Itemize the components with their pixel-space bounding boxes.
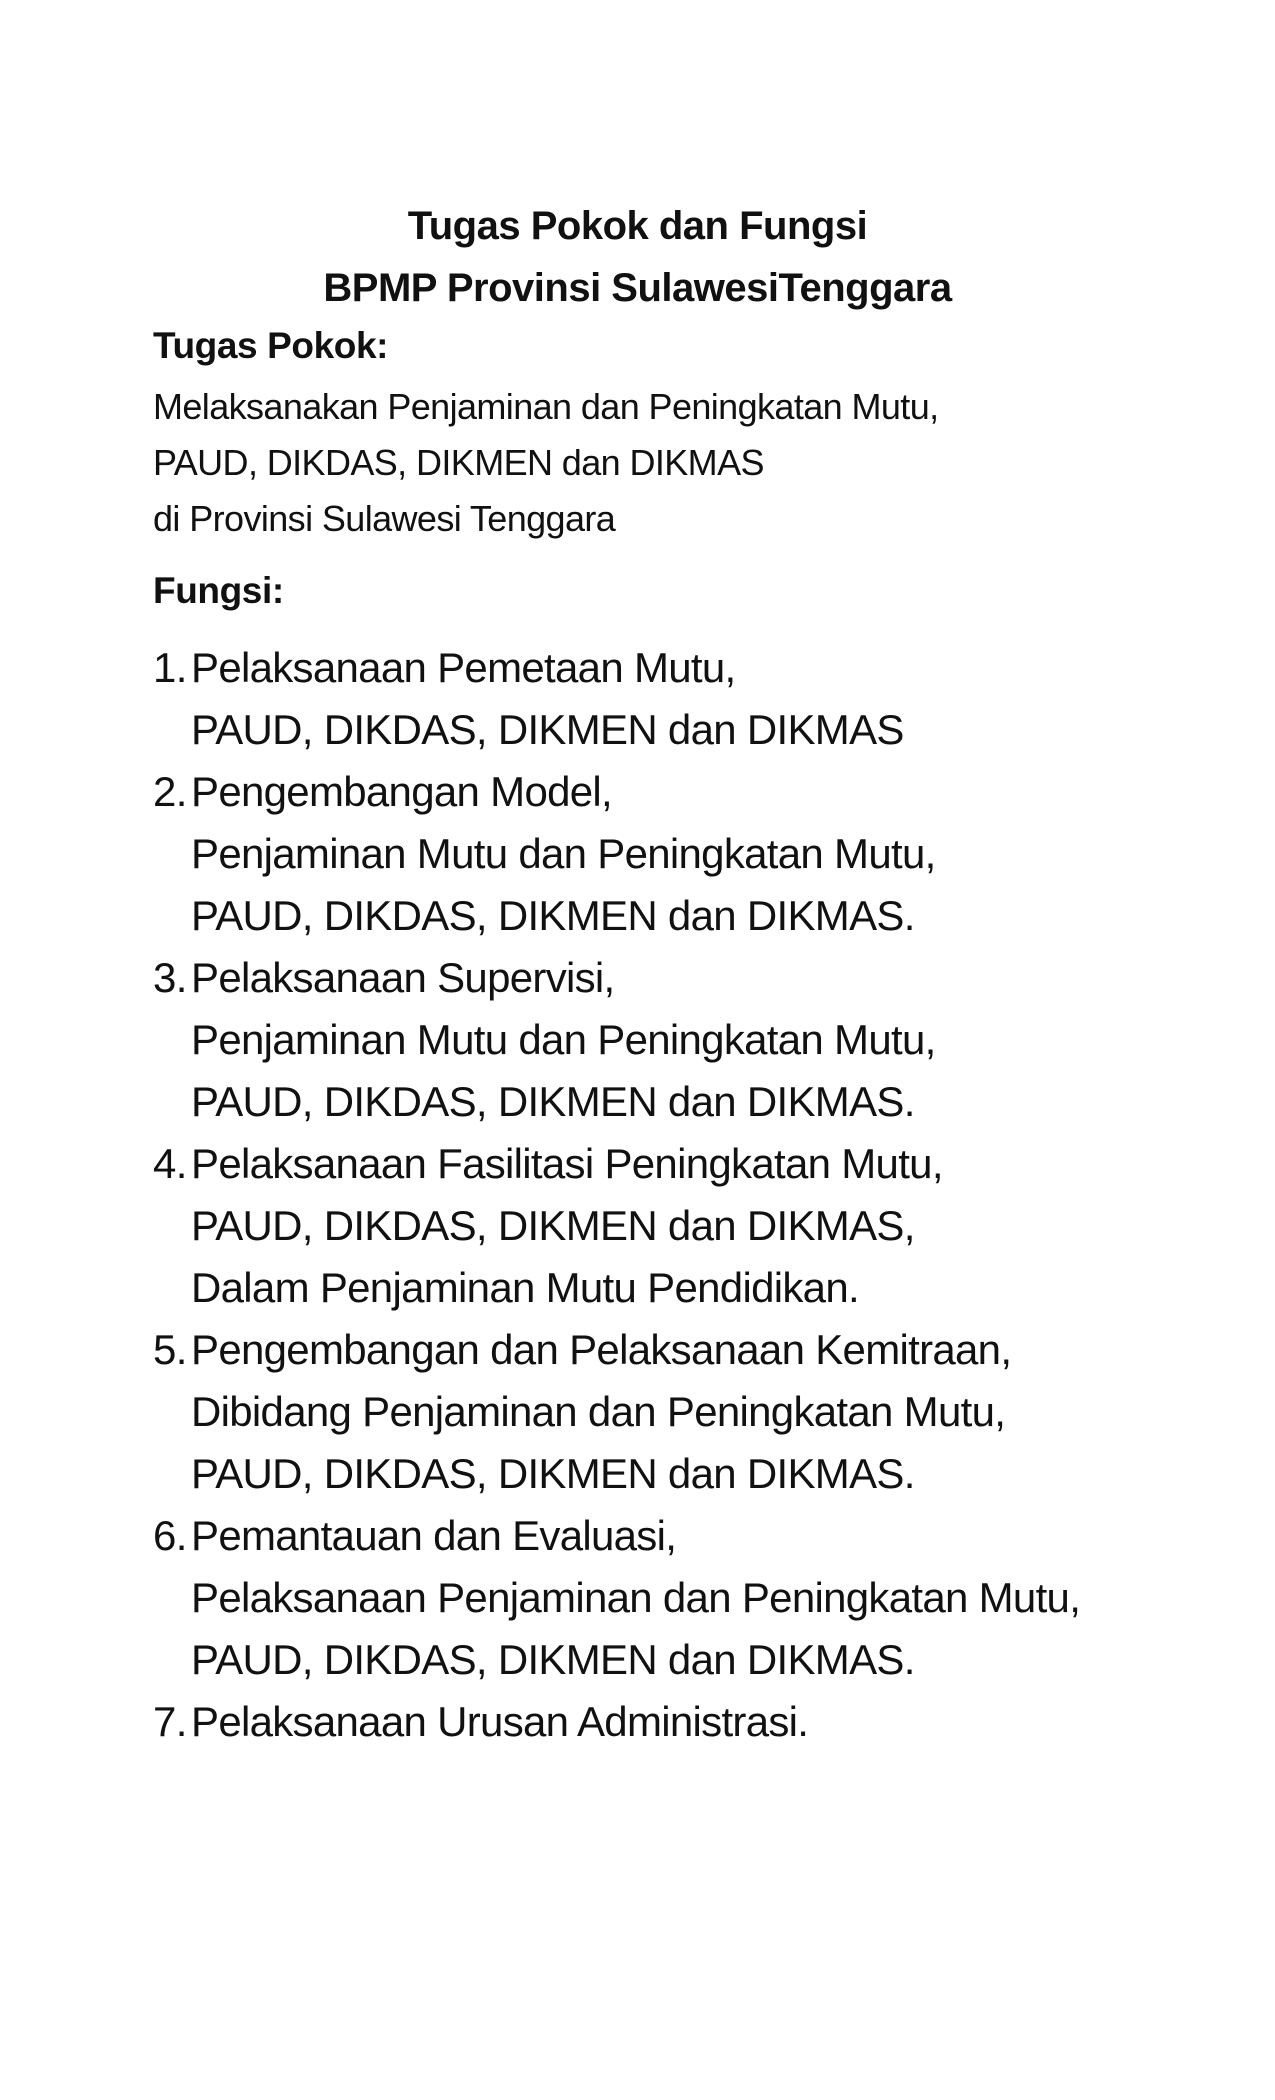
fungsi-item-number: 7. [153, 1698, 187, 1745]
fungsi-item-line: Pelaksanaan Pemetaan Mutu, [191, 644, 736, 691]
fungsi-item-line: Pengembangan dan Pelaksanaan Kemitraan, [191, 1326, 1012, 1373]
tugas-pokok-line: di Provinsi Sulawesi Tenggara [153, 498, 616, 539]
fungsi-item-line: Pelaksanaan Supervisi, [191, 954, 615, 1001]
title-line-1: Tugas Pokok dan Fungsi [407, 204, 868, 248]
fungsi-item-6 [153, 1505, 1253, 1691]
fungsi-item-line: PAUD, DIKDAS, DIKMEN dan DIKMAS. [191, 1078, 915, 1125]
fungsi-item-line: Penjaminan Mutu dan Peningkatan Mutu, [191, 1016, 936, 1063]
fungsi-item-line: PAUD, DIKDAS, DIKMEN dan DIKMAS. [191, 1636, 915, 1683]
fungsi-item-line: PAUD, DIKDAS, DIKMEN dan DIKMAS, [191, 1202, 915, 1249]
fungsi-item-number: 3. [153, 954, 187, 1001]
fungsi-item-line: PAUD, DIKDAS, DIKMEN dan DIKMAS [191, 706, 904, 753]
fungsi-item-number: 6. [153, 1512, 187, 1559]
fungsi-item-line: Pelaksanaan Penjaminan dan Peningkatan Mutu, [191, 1574, 1081, 1621]
tugas-pokok-heading: Tugas Pokok: [153, 325, 389, 366]
fungsi-item-line: Pemantauan dan Evaluasi, [191, 1512, 677, 1559]
fungsi-item-3 [153, 947, 1253, 1133]
fungsi-item-number: 2. [153, 768, 187, 815]
fungsi-item-number: 1. [153, 644, 187, 691]
fungsi-item-line: Pelaksanaan Fasilitasi Peningkatan Mutu, [191, 1140, 943, 1187]
fungsi-item-line: PAUD, DIKDAS, DIKMEN dan DIKMAS. [191, 892, 915, 939]
fungsi-item-line: Penjaminan Mutu dan Peningkatan Mutu, [191, 830, 936, 877]
fungsi-item-5 [153, 1319, 1253, 1505]
fungsi-item-7 [153, 1691, 1253, 1753]
tugas-pokok-line: Melaksanakan Penjaminan dan Peningkatan Mutu, [153, 386, 939, 427]
fungsi-item-line: Pelaksanaan Urusan Administrasi. [191, 1698, 809, 1745]
fungsi-item-line: Dalam Penjaminan Mutu Pendidikan. [191, 1264, 859, 1311]
fungsi-item-number: 4. [153, 1140, 187, 1187]
fungsi-item-line: Dibidang Penjaminan dan Peningkatan Mutu, [191, 1388, 1006, 1435]
fungsi-item-line: PAUD, DIKDAS, DIKMEN dan DIKMAS. [191, 1450, 915, 1497]
title-line-2: BPMP Provinsi SulawesiTenggara [323, 266, 952, 310]
document-title [0, 195, 1275, 319]
fungsi-item-line: Pengembangan Model, [191, 768, 613, 815]
fungsi-item-1 [153, 637, 1253, 761]
fungsi-item-4 [153, 1133, 1253, 1319]
fungsi-heading: Fungsi: [153, 570, 284, 611]
fungsi-item-number: 5. [153, 1326, 187, 1373]
fungsi-item-2 [153, 761, 1253, 947]
fungsi-list [153, 637, 1253, 1753]
tugas-pokok-text [153, 379, 1203, 547]
tugas-pokok-line: PAUD, DIKDAS, DIKMEN dan DIKMAS [153, 442, 764, 483]
